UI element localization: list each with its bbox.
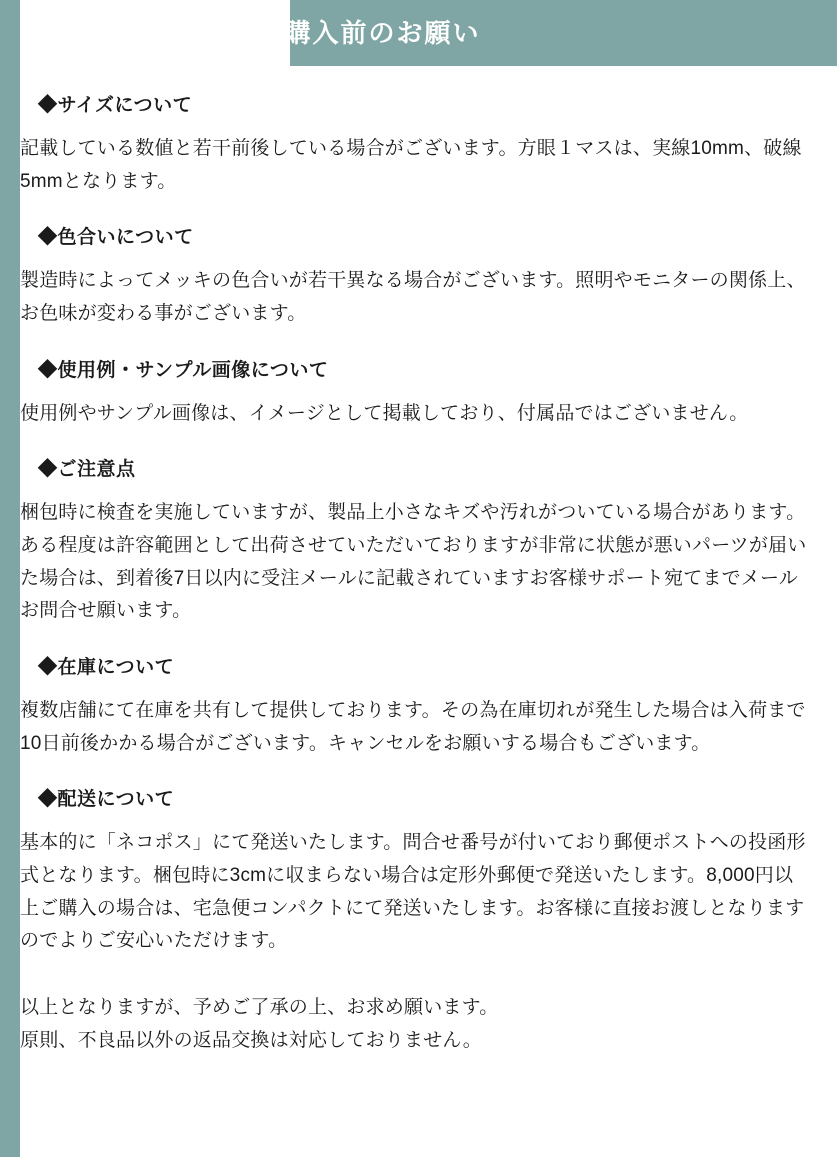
section-body-size: 記載している数値と若干前後している場合がございます。方眼１マスは、実線10mm、破線5mmとなります。 <box>20 138 802 192</box>
section-stock <box>20 652 807 760</box>
notice-content <box>20 66 825 1057</box>
closing-note <box>20 992 807 1057</box>
section-heading-cautions: ◆ご注意点 <box>38 459 136 481</box>
section-color <box>20 222 807 330</box>
section-body-sample-images: 使用例やサンプル画像は、イメージとして掲載しており、付属品ではございません。 <box>20 402 749 424</box>
section-heading-sample-images: ◆使用例・サンプル画像について <box>38 359 329 381</box>
section-cautions <box>20 454 807 628</box>
closing-line-1: 以上となりますが、予めご了承の上、お求め願います。 <box>20 997 499 1019</box>
section-heading-color: ◆色合いについて <box>38 227 194 249</box>
page-title: ご購入前のお願い <box>256 18 481 48</box>
left-accent-band <box>0 0 20 1157</box>
section-body-shipping: 基本的に「ネコポス」にて発送いたします。問合せ番号が付いており郵便ポストへの投函形式となります。梱包時に3cmに収まらない場合は定形外郵便で発送いたします。8,000円以上ご購入の場合は、宅急便コンパクトにて発送いたします。お客様に直接お渡しとなりますのでよりご安心いただけます。 <box>20 832 806 952</box>
section-heading-size: ◆サイズについて <box>38 95 193 116</box>
section-heading-stock: ◆在庫について <box>38 657 175 679</box>
section-size <box>20 90 807 198</box>
section-body-cautions: 梱包時に検査を実施していますが、製品上小さなキズや汚れがついている場合があります。ある程度は許容範囲として出荷させていただいておりますが非常に状態が悪いパーツが届いた場合は、到着後7日以内に受注メールに記載されていますお客様サポート宛てまでメールお問合せ願います。 <box>20 502 807 622</box>
section-body-color: 製造時によってメッキの色合いが若干異なる場合がございます。照明やモニターの関係上、お色味が変わる事がございます。 <box>20 270 806 325</box>
section-body-stock: 複数店舗にて在庫を共有して提供しております。その為在庫切れが発生した場合は入荷まで10日前後かかる場合がございます。キャンセルをお願いする場合もございます。 <box>20 700 806 754</box>
closing-line-2: 原則、不良品以外の返品交換は対応しておりません。 <box>20 1029 482 1051</box>
section-shipping <box>20 784 807 958</box>
section-heading-shipping: ◆配送について <box>38 789 175 811</box>
section-sample-images <box>20 355 807 431</box>
